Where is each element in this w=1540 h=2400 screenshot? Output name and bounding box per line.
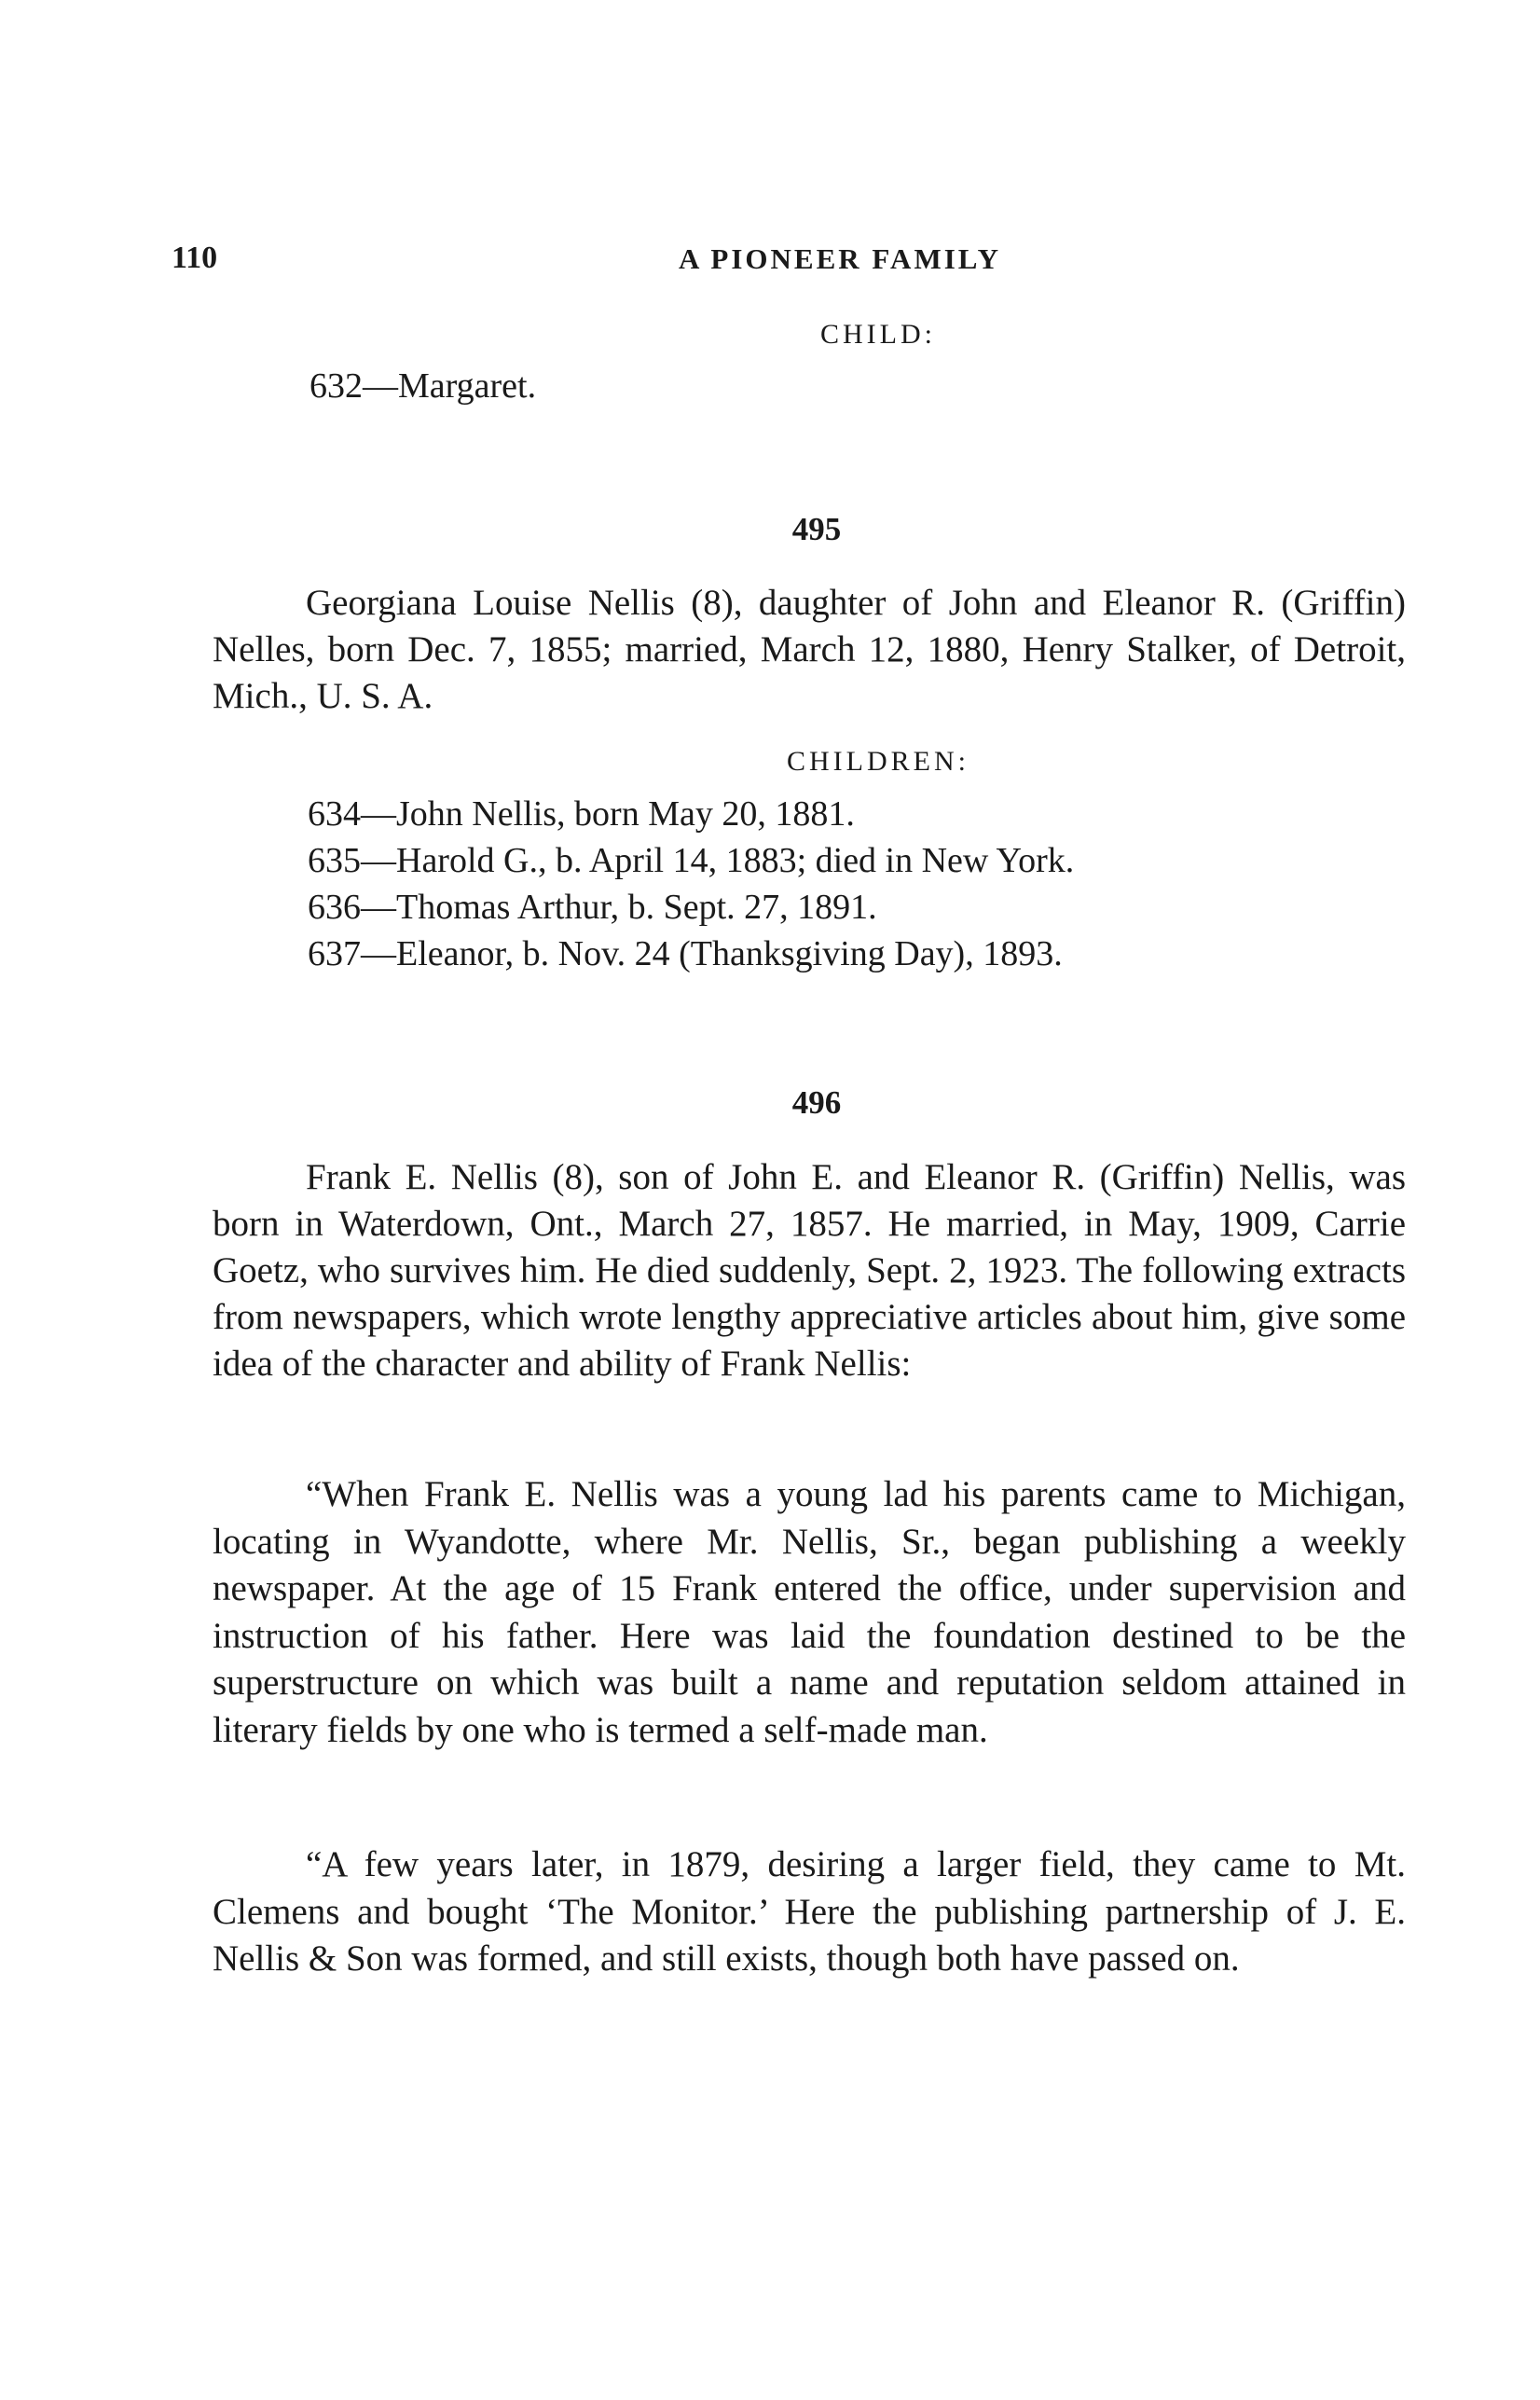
newspaper-quote-1: “When Frank E. Nellis was a young lad his parents came to Michigan, locating in Wyandotte, where Mr. Nellis, Sr., began publishing a weekly newspaper. At the age of 15 Frank entered the office, under supervision and instruction of his father. Here was laid the foundation destined to be the superstructure on which was built a name and reputation seldom attained in literary fields by one who is termed a self-made man.	[213, 1474, 1406, 1750]
child-entry: 632—Margaret.	[309, 366, 537, 406]
running-head	[172, 241, 1368, 287]
children-heading-block	[207, 746, 1400, 778]
list-item: 634—John Nellis, born May 20, 1881.	[308, 794, 855, 834]
children-list-495	[308, 791, 1380, 977]
child-heading: CHILD:	[820, 319, 936, 350]
list-item: 636—Thomas Arthur, b. Sept. 27, 1891.	[308, 888, 877, 927]
book-title: A PIONEER FAMILY	[679, 242, 1001, 275]
children-heading: CHILDREN:	[787, 746, 969, 777]
section-number-496: 496	[791, 1084, 842, 1121]
list-item: 635—Harold G., b. April 14, 1883; died in New York.	[308, 841, 1075, 880]
section-495-paragraph: Georgiana Louise Nellis (8), daughter of John and Eleanor R. (Griffin) Nelles, born Dec. 7, 1855; married, March 12, 1880, Henry Stalker, of Detroit, Mich., U. S. A.	[213, 583, 1406, 716]
section-number-495: 495	[791, 511, 842, 547]
list-item: 637—Eleanor, b. Nov. 24 (Thanksgiving Day), 1893.	[308, 934, 1063, 973]
top-entry	[207, 319, 1400, 351]
section-496-paragraph: Frank E. Nellis (8), son of John E. and Eleanor R. (Griffin) Nellis, was born in Waterdown, Ont., March 27, 1857. He married, in May, 1909, Carrie Goetz, who survives him. He died suddenly, Sept. 2, 1923. The following extracts from newspapers, which wrote lengthy appreciative articles about him, give some idea of the character and ability of Frank Nellis:	[213, 1157, 1406, 1384]
page-number: 110	[172, 241, 218, 275]
newspaper-quote-2: “A few years later, in 1879, desiring a larger field, they came to Mt. Clemens and bought ‘The Monitor.’ Here the publishing partnership of J. E. Nellis & Son was formed, and still exists, though both have passed on.	[213, 1844, 1406, 1979]
